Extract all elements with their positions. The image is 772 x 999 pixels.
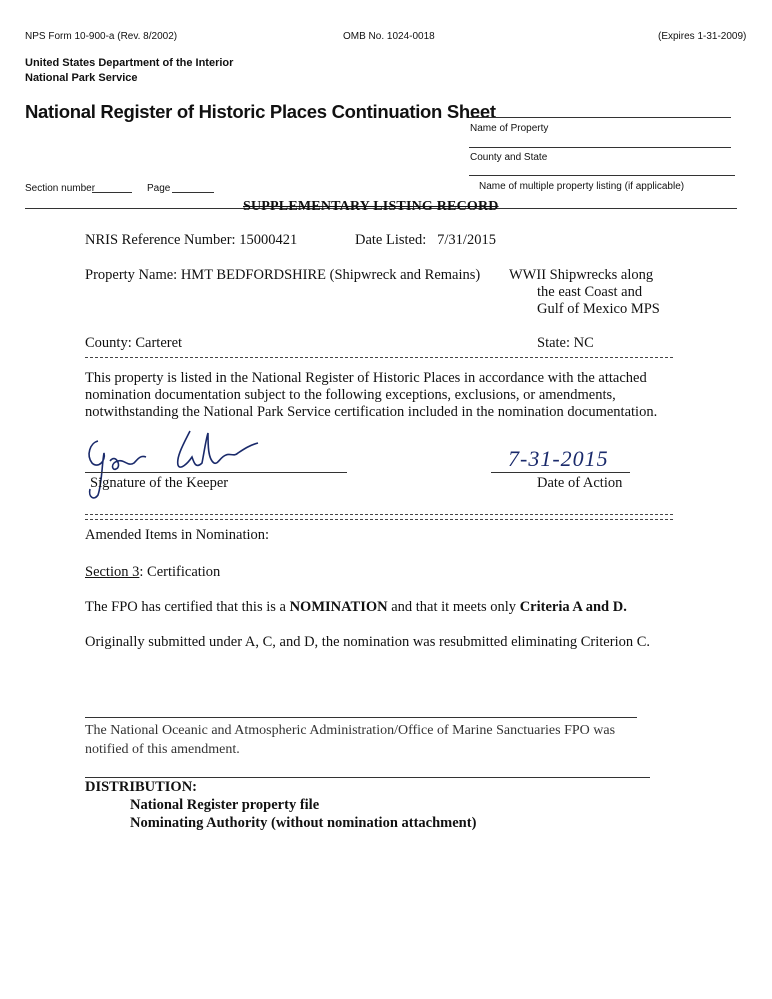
section-number-label: Section number — [25, 183, 96, 194]
county-state-label: County and State — [470, 152, 548, 163]
distribution-item-1: National Register property file — [130, 797, 320, 813]
amended-heading: Amended Items in Nomination: — [85, 527, 270, 543]
property-name: Property Name: HMT BEDFORDSHIRE (Shipwreck and Remains) — [85, 267, 481, 283]
notice-rule — [85, 717, 637, 718]
statement-line-2: nomination documentation subject to the following exceptions, exclusions, or amendments, — [85, 387, 616, 403]
distribution-heading: DISTRIBUTION: — [85, 779, 197, 795]
county: County: Carteret — [85, 335, 183, 351]
nris-reference: NRIS Reference Number: 15000421 — [85, 232, 298, 248]
agency: National Park Service — [25, 72, 138, 84]
mps-line-3: Gulf of Mexico MPS — [537, 301, 660, 317]
mps-line-1: WWII Shipwrecks along — [509, 267, 654, 283]
double-separator — [85, 514, 673, 520]
multiple-listing-line — [469, 175, 735, 176]
signature-line — [85, 472, 347, 473]
department: United States Department of the Interior — [25, 57, 234, 69]
original-submission: Originally submitted under A, C, and D, the nomination was resubmitted eliminating Criterion C. — [85, 634, 651, 650]
statement-line-3: notwithstanding the National Park Service certification included in the nomination documentation. — [85, 404, 658, 420]
page-label: Page — [147, 183, 171, 194]
distribution-rule — [85, 777, 650, 778]
fpo-text-c: and that it meets only — [387, 599, 520, 615]
statement-line-1: This property is listed in the National Register of Historic Places in accordance with the attached — [85, 370, 647, 386]
date-of-action-label: Date of Action — [537, 475, 623, 491]
fpo-certification — [85, 599, 627, 616]
section-number-line — [92, 192, 132, 193]
notice-line-2: notified of this amendment. — [85, 742, 240, 757]
certification-label: : Certification — [139, 564, 221, 580]
dashed-separator — [85, 357, 673, 358]
expiration: (Expires 1-31-2009) — [658, 31, 747, 42]
section-3-label: Section 3 — [85, 564, 140, 580]
name-of-property-label: Name of Property — [470, 123, 549, 134]
notice-line-1: The National Oceanic and Atmospheric Administration/Office of Marine Sanctuaries FPO was — [85, 723, 616, 738]
omb-number: OMB No. 1024-0018 — [343, 31, 435, 42]
date-listed: Date Listed: 7/31/2015 — [355, 232, 496, 248]
county-state-line — [469, 147, 731, 148]
handwritten-date: 7-31-2015 — [508, 446, 609, 471]
mps-line-2: the east Coast and — [537, 284, 643, 300]
section-3-certification — [85, 564, 220, 581]
signature-label: Signature of the Keeper — [90, 475, 229, 491]
form-number: NPS Form 10-900-a (Rev. 8/2002) — [25, 31, 178, 42]
page-line — [172, 192, 214, 193]
nomination-bold: NOMINATION — [289, 599, 388, 615]
date-line — [491, 472, 630, 473]
state: State: NC — [537, 335, 594, 351]
name-of-property-line — [469, 117, 731, 118]
fpo-text-a: The FPO has certified that this is a — [85, 599, 290, 615]
multiple-listing-label: Name of multiple property listing (if applicable) — [479, 181, 685, 192]
distribution-item-2: Nominating Authority (without nomination attachment) — [130, 815, 477, 831]
page-title: National Register of Historic Places Continuation Sheet — [25, 101, 496, 122]
supplementary-heading: SUPPLEMENTARY LISTING RECORD — [243, 199, 499, 214]
criteria-bold: Criteria A and D. — [519, 599, 627, 615]
